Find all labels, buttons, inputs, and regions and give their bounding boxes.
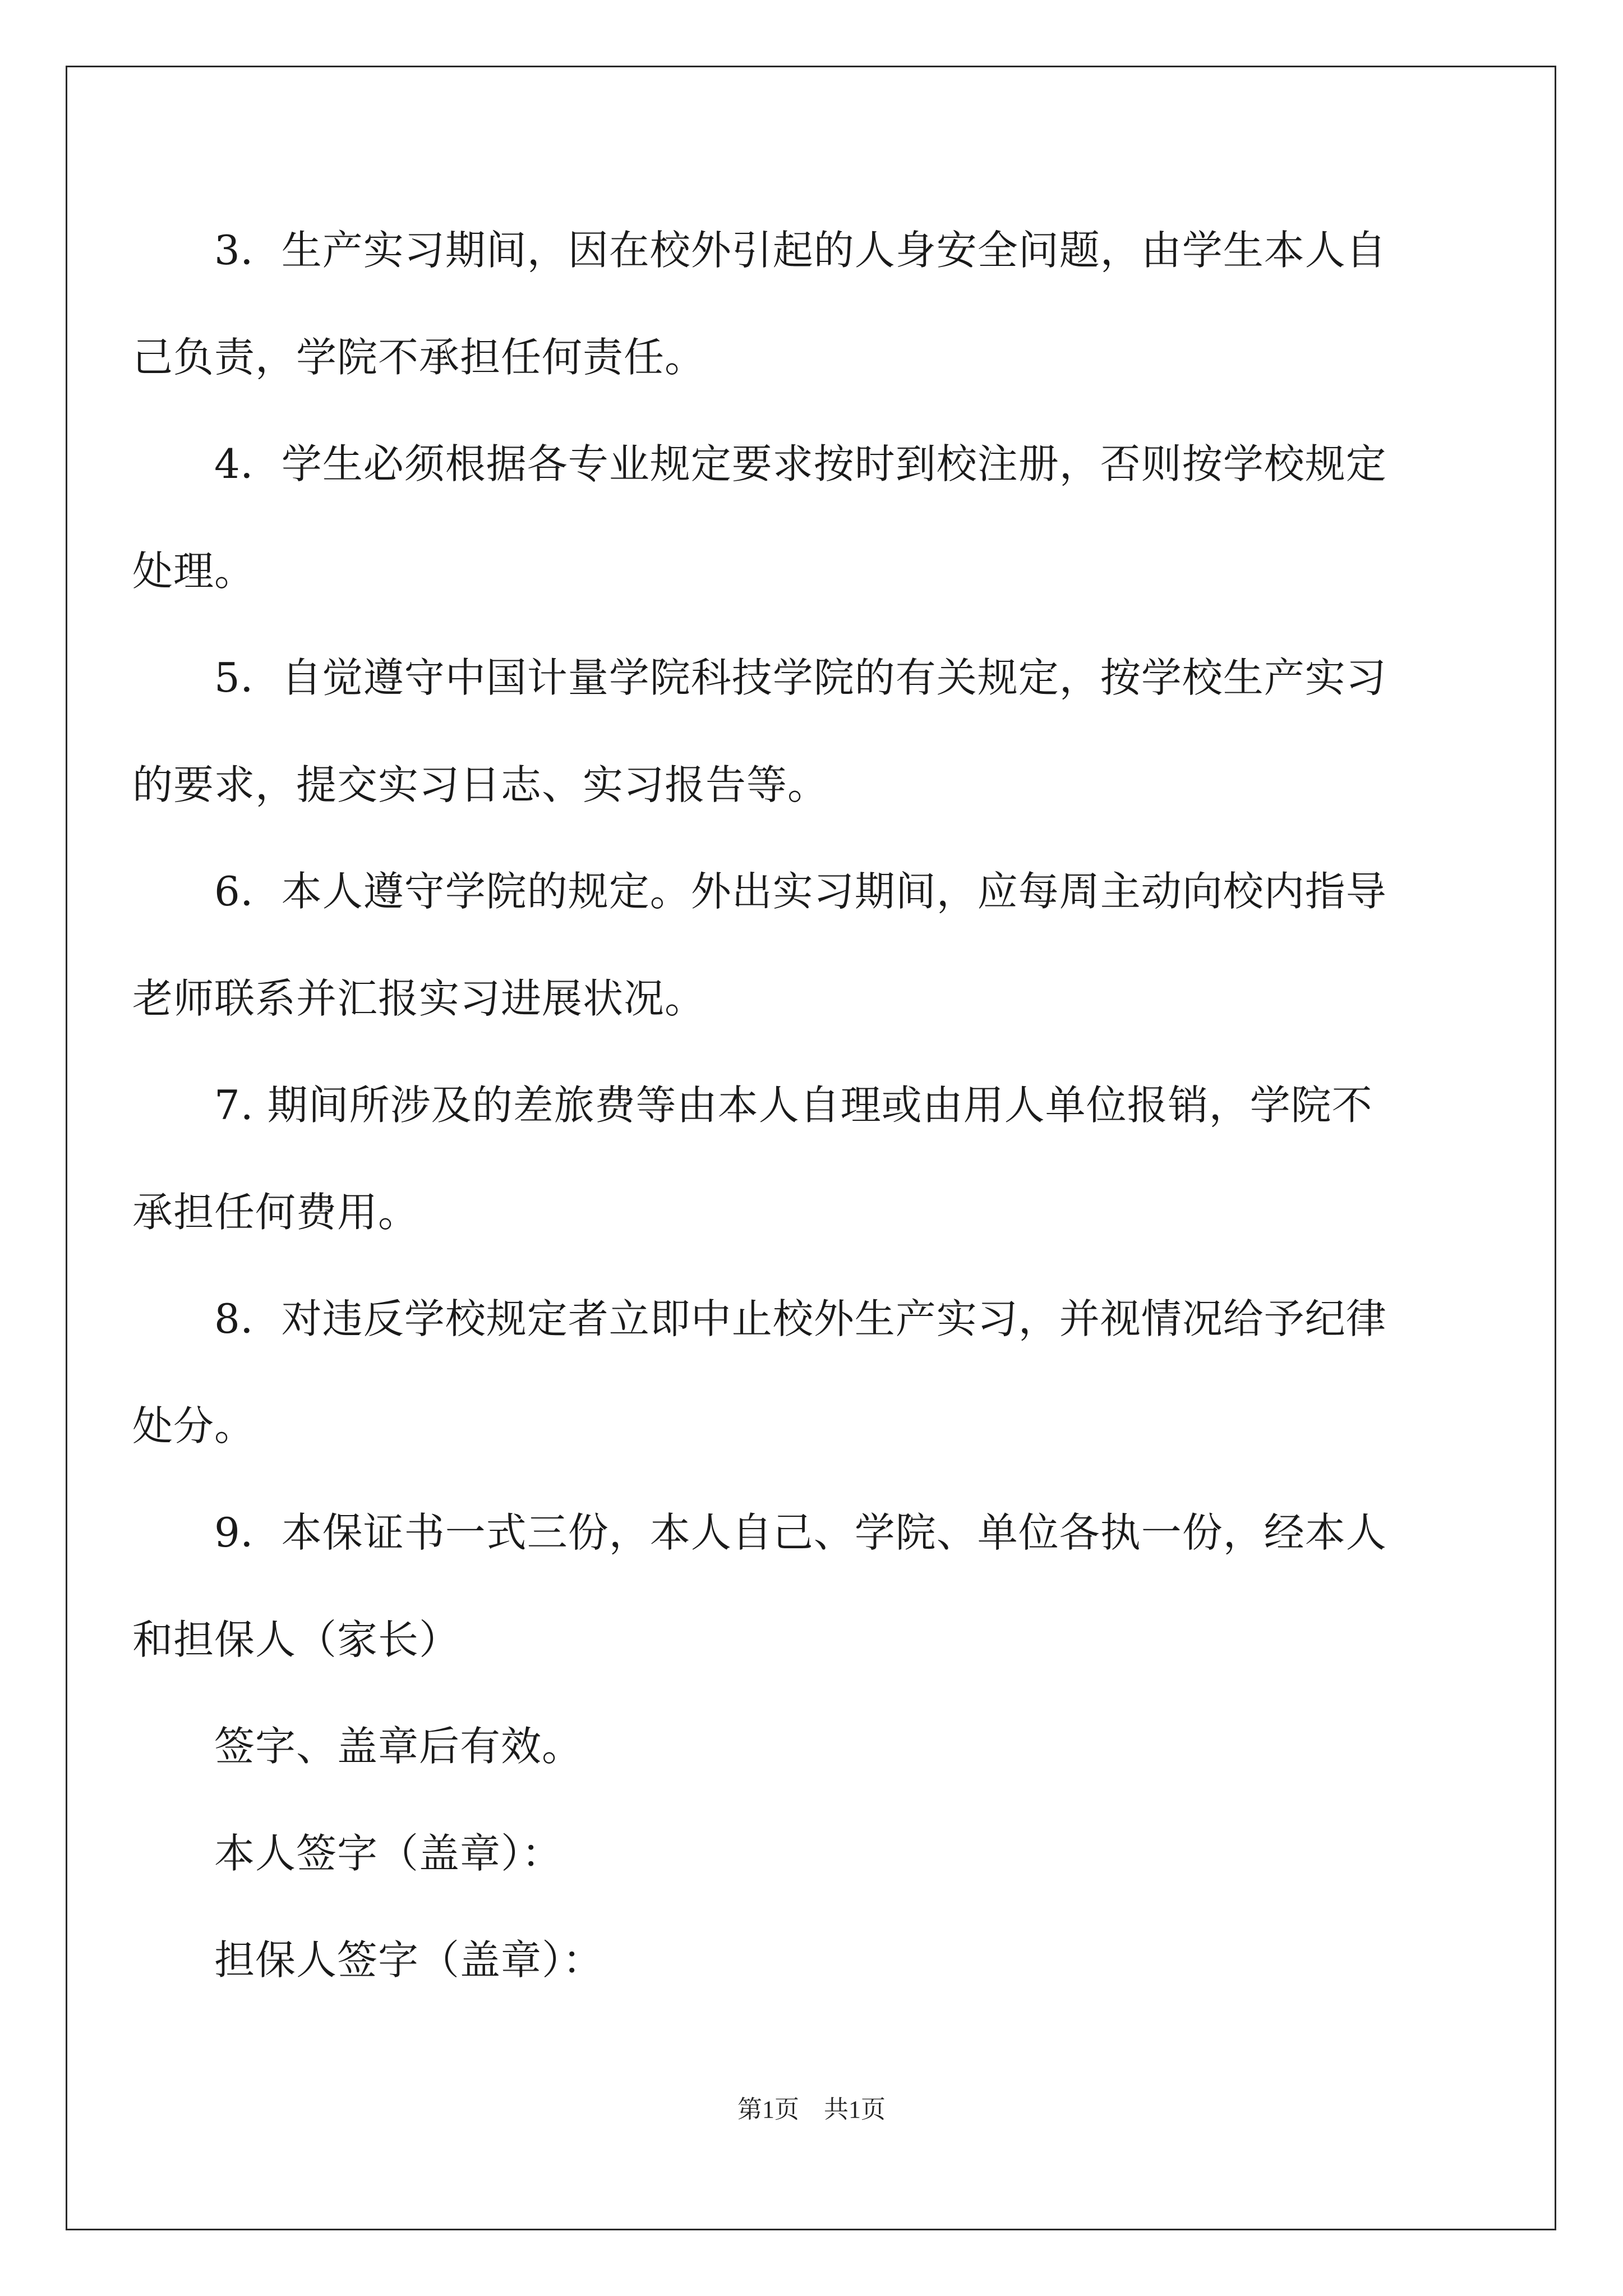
paragraph-5-line-2: 的要求，提交实习日志、实习报告等。 <box>132 761 829 808</box>
paragraph-6-line-2: 老师联系并汇报实习进展状况。 <box>132 975 706 1022</box>
paragraph-3-line-1: 3．生产实习期间，因在校外引起的人身安全问题，由学生本人自 <box>214 227 1387 274</box>
page-border <box>66 66 1556 2230</box>
paragraph-4-line-2: 处理。 <box>132 547 256 595</box>
validity-note: 签字、盖章后有效。 <box>214 1723 583 1770</box>
guarantor-signature-label: 担保人签字（盖章）： <box>214 1936 604 1984</box>
page-number-footer: 第1页 共1页 <box>737 2096 886 2123</box>
paragraph-9-line-2: 和担保人（家长） <box>132 1616 460 1663</box>
paragraph-4-line-1: 4．学生必须根据各专业规定要求按时到校注册，否则按学校规定 <box>214 440 1387 487</box>
paragraph-7-line-2: 承担任何费用。 <box>132 1189 419 1236</box>
paragraph-8-line-1: 8．对违反学校规定者立即中止校外生产实习，并视情况给予纪律 <box>214 1295 1387 1342</box>
self-signature-label: 本人签字（盖章）： <box>214 1830 563 1877</box>
paragraph-5-line-1: 5．自觉遵守中国计量学院科技学院的有关规定，按学校生产实习 <box>214 654 1387 701</box>
paragraph-8-line-2: 处分。 <box>132 1402 256 1450</box>
paragraph-7-line-1: 7. 期间所涉及的差旅费等由本人自理或由用人单位报销，学院不 <box>214 1082 1373 1129</box>
paragraph-3-line-2: 己负责，学院不承担任何责任。 <box>132 334 706 381</box>
paragraph-9-line-1: 9．本保证书一式三份，本人自己、学院、单位各执一份，经本人 <box>214 1509 1387 1556</box>
paragraph-6-line-1: 6．本人遵守学院的规定。外出实习期间，应每周主动向校内指导 <box>214 868 1387 915</box>
